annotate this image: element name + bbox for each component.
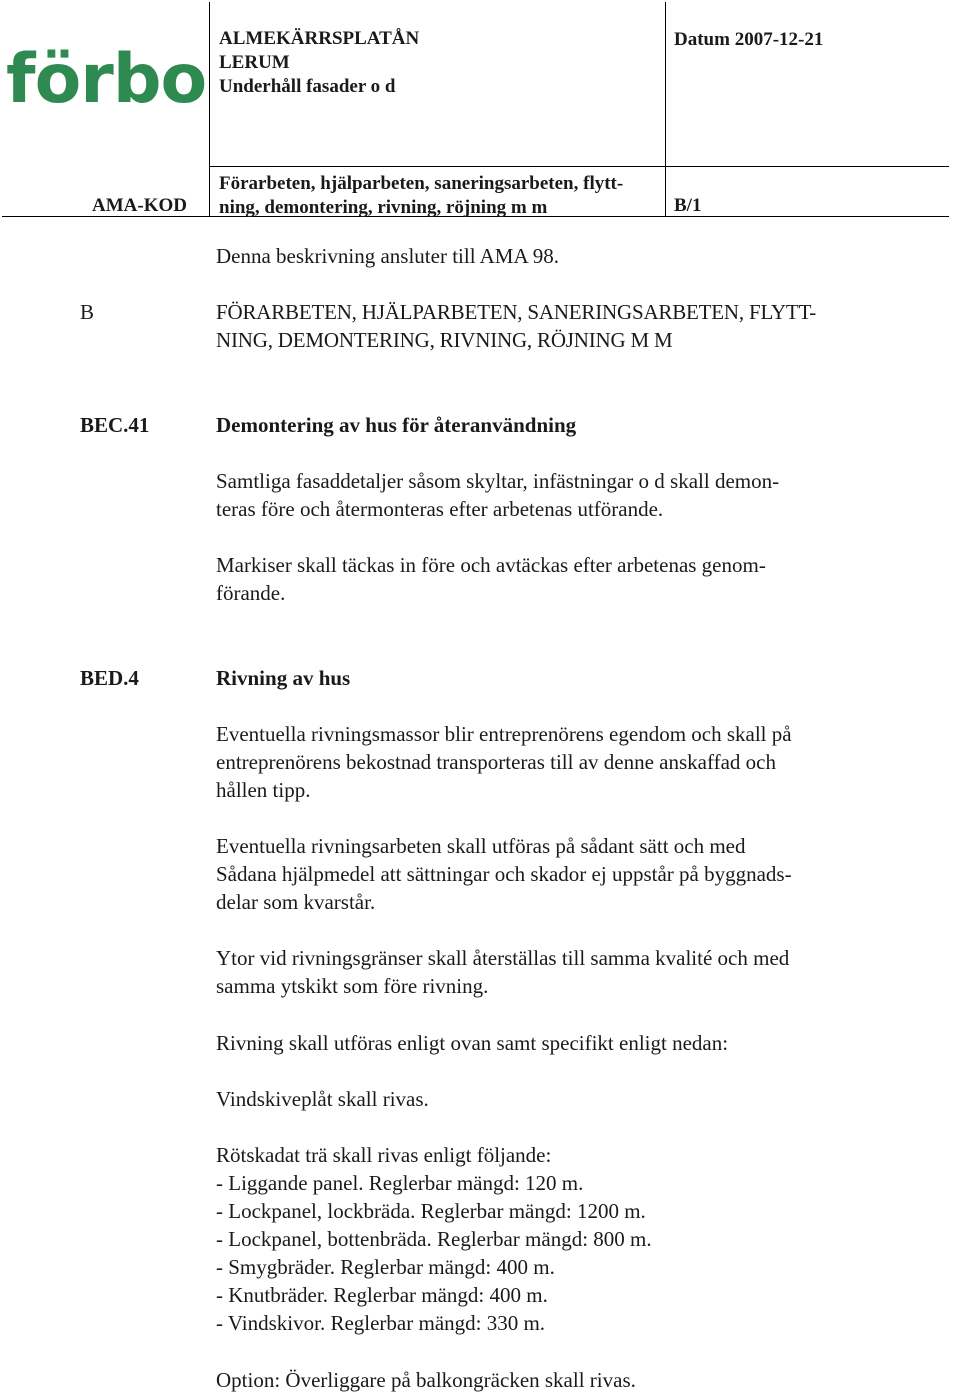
bec41-paragraph-1 [216,467,779,523]
bed4-paragraph-2 [216,832,792,916]
project-location: LERUM [219,52,290,73]
bed4-option: Option: Överliggare på balkongräcken skall rivas. [216,1368,636,1392]
bed4-p1-line2: entreprenörens bekostnad transporteras till av denne anskaffad och [216,750,776,774]
project-name: ALMEKÄRRSPLATÅN [219,28,420,49]
section-title-header-line2: ning, demontering, rivning, röjning m m [219,197,548,218]
bec41-p2-line2: förande. [216,581,286,605]
bed4-paragraph-3 [216,944,789,1000]
bed4-rot-list [216,1141,652,1337]
bec41-p1-line1: Samtliga fasaddetaljer såsom skyltar, infästningar o d skall demon- [216,469,780,493]
list-item: - Liggande panel. Reglerbar mängd: 120 m. [216,1171,584,1195]
intro-text: Denna beskrivning ansluter till AMA 98. [216,244,559,268]
bed4-p2-line2: Sådana hjälpmedel att sättningar och skador ej uppstår på byggnads- [216,862,792,886]
section-title-header-line1: Förarbeten, hjälparbeten, saneringsarbeten, flytt- [219,173,624,194]
bed4-p3-line2: samma ytskikt som före rivning. [216,974,489,998]
forbo-logo: förbo [6,40,207,119]
bed4-paragraph-4: Rivning skall utföras enligt ovan samt specifikt enligt nedan: [216,1031,729,1055]
list-item: - Vindskivor. Reglerbar mängd: 330 m. [216,1311,546,1335]
ama-code-label: AMA-KOD [92,195,187,216]
bec41-code: BEC.41 [80,413,150,437]
section-title-header [219,172,623,220]
bed4-p1-line1: Eventuella rivningsmassor blir entreprenörens egendom och skall på [216,722,792,746]
bed4-p1-line3: hållen tipp. [216,778,311,802]
bed4-paragraph-1 [216,720,792,804]
header-rule-top [209,166,949,167]
list-item: - Smygbräder. Reglerbar mängd: 400 m. [216,1255,555,1279]
bed4-p2-line1: Eventuella rivningsarbeten skall utföras på sådant sätt och med [216,834,746,858]
section-b-title-line1: FÖRARBETEN, HJÄLPARBETEN, SANERINGSARBETEN, FLYTT- [216,300,817,324]
list-item: - Knutbräder. Reglerbar mängd: 400 m. [216,1283,548,1307]
header-divider-left [209,2,210,216]
bec41-title: Demontering av hus för återanvändning [216,413,577,437]
page-reference: B/1 [674,195,702,216]
bed4-title: Rivning av hus [216,666,351,690]
bed4-code: BED.4 [80,666,139,690]
bed4-p2-line3: delar som kvarstår. [216,890,376,914]
project-subtitle: Underhåll fasader o d [219,76,396,97]
bec41-paragraph-2 [216,551,766,607]
bed4-p3-line1: Ytor vid rivningsgränser skall återställas till samma kvalité och med [216,946,790,970]
section-b-code: B [80,300,95,324]
section-b-title-line2: NING, DEMONTERING, RIVNING, RÖJNING M M [216,328,673,352]
bec41-p1-line2: teras före och återmonteras efter arbetenas utförande. [216,497,664,521]
bed4-paragraph-5: Vindskiveplåt skall rivas. [216,1087,429,1111]
section-b-title [216,298,816,354]
rot-list-heading: Rötskadat trä skall rivas enligt följande: [216,1143,552,1167]
list-item: - Lockpanel, bottenbräda. Reglerbar mängd: 800 m. [216,1227,652,1251]
header-divider-right [665,2,666,216]
bec41-p2-line1: Markiser skall täckas in före och avtäckas efter arbetenas genom- [216,553,766,577]
list-item: - Lockpanel, lockbräda. Reglerbar mängd: 1200 m. [216,1199,646,1223]
document-date: Datum 2007-12-21 [674,29,824,50]
